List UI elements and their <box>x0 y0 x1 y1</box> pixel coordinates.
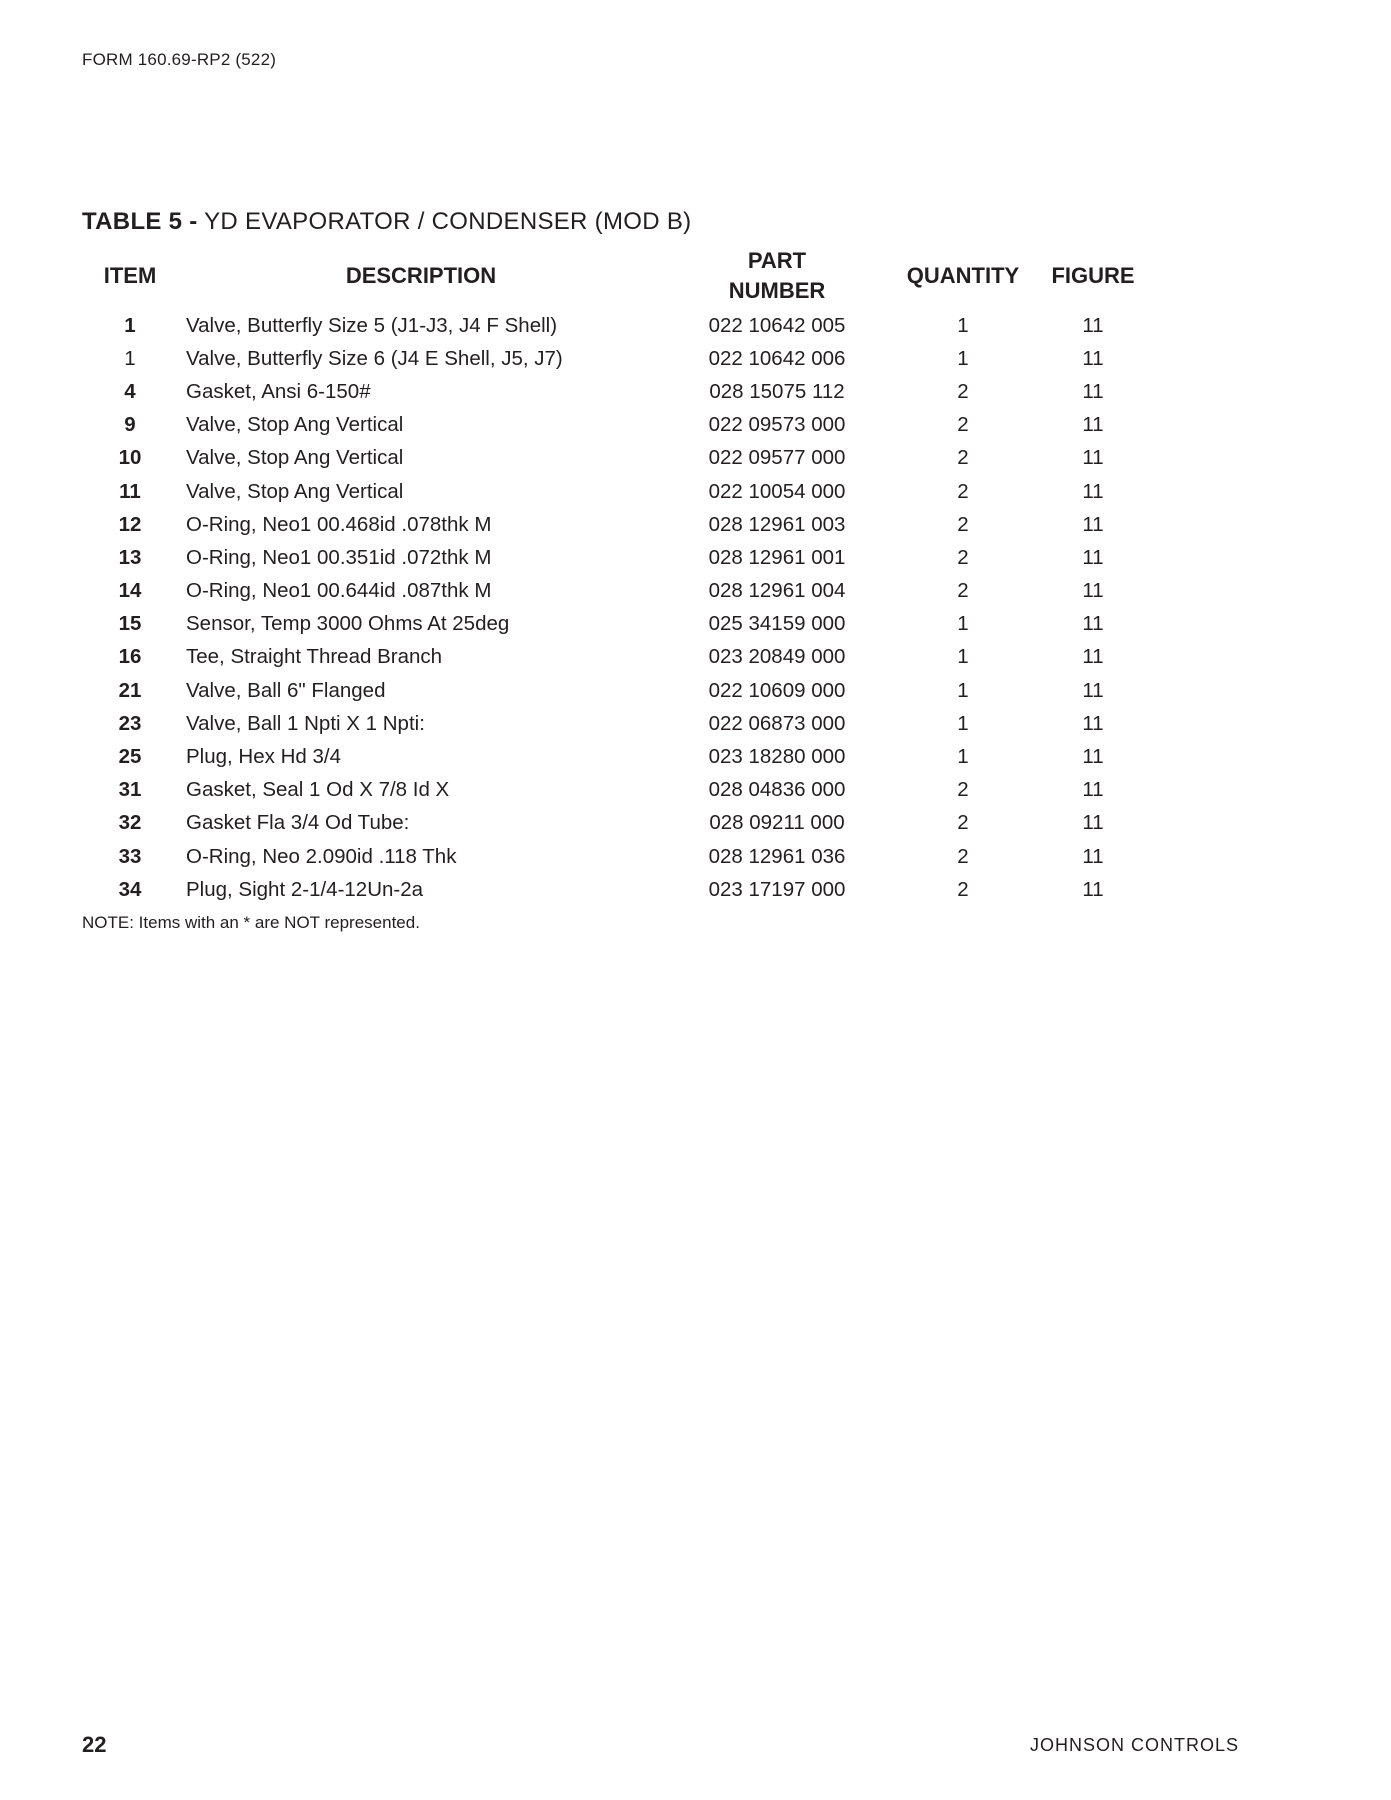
parts-table-body <box>82 309 1150 906</box>
item-cell: 23 <box>118 711 142 735</box>
item-cell: 11 <box>119 479 141 503</box>
part-number-cell: 023 17197 000 <box>708 877 846 901</box>
table-row <box>82 375 1150 408</box>
figure-cell: 11 <box>1082 778 1104 802</box>
description-cell: Valve, Stop Ang Vertical <box>186 413 404 437</box>
quantity-cell: 1 <box>957 612 969 636</box>
description-cell: Valve, Ball 6" Flanged <box>186 678 386 702</box>
table-row <box>82 409 1150 442</box>
figure-cell: 11 <box>1082 579 1104 603</box>
part-number-cell: 022 09577 000 <box>708 446 846 470</box>
description-cell: O-Ring, Neo1 00.644id .087thk M <box>186 579 492 603</box>
table-row <box>82 807 1150 840</box>
description-cell: Valve, Ball 1 Npti X 1 Npti: <box>186 711 425 735</box>
table-row <box>82 740 1150 773</box>
figure-cell: 11 <box>1082 446 1104 470</box>
table-header-row <box>82 243 1150 309</box>
table-row <box>82 541 1150 574</box>
part-number-cell: 022 10642 005 <box>708 313 846 337</box>
quantity-cell: 2 <box>957 811 969 835</box>
item-cell: 34 <box>118 877 142 901</box>
column-header-part-number <box>664 243 890 309</box>
table-row <box>82 840 1150 873</box>
part-number-cell: 022 10054 000 <box>708 479 846 503</box>
figure-cell: 11 <box>1082 313 1104 337</box>
description-cell: Gasket, Seal 1 Od X 7/8 Id X <box>186 778 450 802</box>
table-row <box>82 575 1150 608</box>
table-row <box>82 475 1150 508</box>
description-cell: Valve, Butterfly Size 6 (J4 E Shell, J5, J7) <box>186 346 563 370</box>
part-number-cell: 025 34159 000 <box>708 612 846 636</box>
quantity-cell: 2 <box>957 413 969 437</box>
figure-cell: 11 <box>1082 512 1104 536</box>
quantity-cell: 2 <box>957 446 969 470</box>
column-header-quantity: QUANTITY <box>906 263 1020 288</box>
item-cell: 21 <box>118 678 142 702</box>
figure-cell: 11 <box>1082 745 1104 769</box>
table-note: NOTE: Items with an * are NOT represented. <box>82 913 420 932</box>
figure-cell: 11 <box>1082 678 1104 702</box>
column-header-part-line1: PART <box>747 248 807 273</box>
item-cell: 32 <box>118 811 142 835</box>
figure-cell: 11 <box>1082 612 1104 636</box>
figure-cell: 11 <box>1082 545 1104 569</box>
item-cell: 33 <box>118 844 142 868</box>
quantity-cell: 2 <box>957 479 969 503</box>
part-number-cell: 022 09573 000 <box>708 413 846 437</box>
part-number-cell: 023 18280 000 <box>708 745 846 769</box>
table-row <box>82 608 1150 641</box>
part-number-cell: 028 12961 003 <box>708 512 846 536</box>
quantity-cell: 2 <box>957 545 969 569</box>
quantity-cell: 1 <box>957 645 969 669</box>
table-title-prefix: TABLE 5 - <box>82 208 198 235</box>
item-cell: 14 <box>118 579 142 603</box>
column-header-part-line2: NUMBER <box>728 278 826 303</box>
figure-cell: 11 <box>1082 844 1104 868</box>
figure-cell: 11 <box>1082 479 1104 503</box>
item-cell: 13 <box>118 545 142 569</box>
description-cell: Valve, Stop Ang Vertical <box>186 446 404 470</box>
description-cell: Sensor, Temp 3000 Ohms At 25deg <box>186 612 510 636</box>
description-cell: Plug, Hex Hd 3/4 <box>186 745 341 769</box>
quantity-cell: 1 <box>957 678 969 702</box>
item-cell: 10 <box>118 446 142 470</box>
description-cell: Gasket, Ansi 6-150# <box>186 379 371 403</box>
description-cell: O-Ring, Neo 2.090id .118 Thk <box>186 844 457 868</box>
part-number-cell: 028 12961 036 <box>708 844 846 868</box>
quantity-cell: 1 <box>957 313 969 337</box>
description-cell: Plug, Sight 2-1/4-12Un-2a <box>186 877 424 901</box>
quantity-cell: 1 <box>957 711 969 735</box>
description-cell: Valve, Stop Ang Vertical <box>186 479 404 503</box>
parts-table <box>82 243 1150 906</box>
table-row <box>82 774 1150 807</box>
column-header-figure: FIGURE <box>1051 263 1135 288</box>
item-cell: 9 <box>124 413 136 437</box>
item-cell: 1 <box>124 313 136 337</box>
table-row <box>82 342 1150 375</box>
description-cell: Valve, Butterfly Size 5 (J1-J3, J4 F Shell) <box>186 313 558 337</box>
quantity-cell: 2 <box>957 579 969 603</box>
part-number-cell: 028 04836 000 <box>708 778 846 802</box>
column-header-item: ITEM <box>103 263 157 288</box>
quantity-cell: 2 <box>957 379 969 403</box>
item-cell: 31 <box>118 778 142 802</box>
quantity-cell: 2 <box>957 877 969 901</box>
part-number-cell: 023 20849 000 <box>708 645 846 669</box>
item-cell: 1 <box>124 346 136 370</box>
item-cell: 4 <box>124 379 136 403</box>
part-number-cell: 028 12961 001 <box>708 545 846 569</box>
table-row <box>82 674 1150 707</box>
part-number-cell: 028 09211 000 <box>709 811 845 835</box>
part-number-cell: 028 12961 004 <box>708 579 846 603</box>
item-cell: 25 <box>118 745 142 769</box>
item-cell: 15 <box>118 612 142 636</box>
quantity-cell: 2 <box>957 844 969 868</box>
item-cell: 16 <box>118 645 142 669</box>
table-title-text: YD EVAPORATOR / CONDENSER (MOD B) <box>197 208 692 235</box>
item-cell: 12 <box>118 512 142 536</box>
figure-cell: 11 <box>1082 413 1104 437</box>
table-row <box>82 309 1150 342</box>
quantity-cell: 2 <box>957 512 969 536</box>
page-number: 22 <box>82 1732 107 1757</box>
form-number: FORM 160.69-RP2 (522) <box>82 50 277 69</box>
table-row <box>82 641 1150 674</box>
figure-cell: 11 <box>1082 346 1104 370</box>
column-header-description: DESCRIPTION <box>345 263 497 288</box>
description-cell: O-Ring, Neo1 00.468id .078thk M <box>186 512 492 536</box>
part-number-cell: 028 15075 112 <box>709 379 845 403</box>
part-number-cell: 022 10642 006 <box>708 346 846 370</box>
quantity-cell: 2 <box>957 778 969 802</box>
quantity-cell: 1 <box>957 745 969 769</box>
description-cell: Gasket Fla 3/4 Od Tube: <box>186 811 410 835</box>
part-number-cell: 022 06873 000 <box>708 711 846 735</box>
description-cell: O-Ring, Neo1 00.351id .072thk M <box>186 545 492 569</box>
figure-cell: 11 <box>1082 645 1104 669</box>
figure-cell: 11 <box>1082 811 1104 835</box>
footer-brand: JOHNSON CONTROLS <box>1030 1735 1240 1755</box>
table-row <box>82 873 1150 906</box>
quantity-cell: 1 <box>957 346 969 370</box>
figure-cell: 11 <box>1082 711 1104 735</box>
description-cell: Tee, Straight Thread Branch <box>186 645 443 669</box>
table-row <box>82 707 1150 740</box>
table-row <box>82 508 1150 541</box>
table-row <box>82 442 1150 475</box>
figure-cell: 11 <box>1082 877 1104 901</box>
figure-cell: 11 <box>1082 379 1104 403</box>
table-title <box>82 208 691 236</box>
part-number-cell: 022 10609 000 <box>708 678 846 702</box>
